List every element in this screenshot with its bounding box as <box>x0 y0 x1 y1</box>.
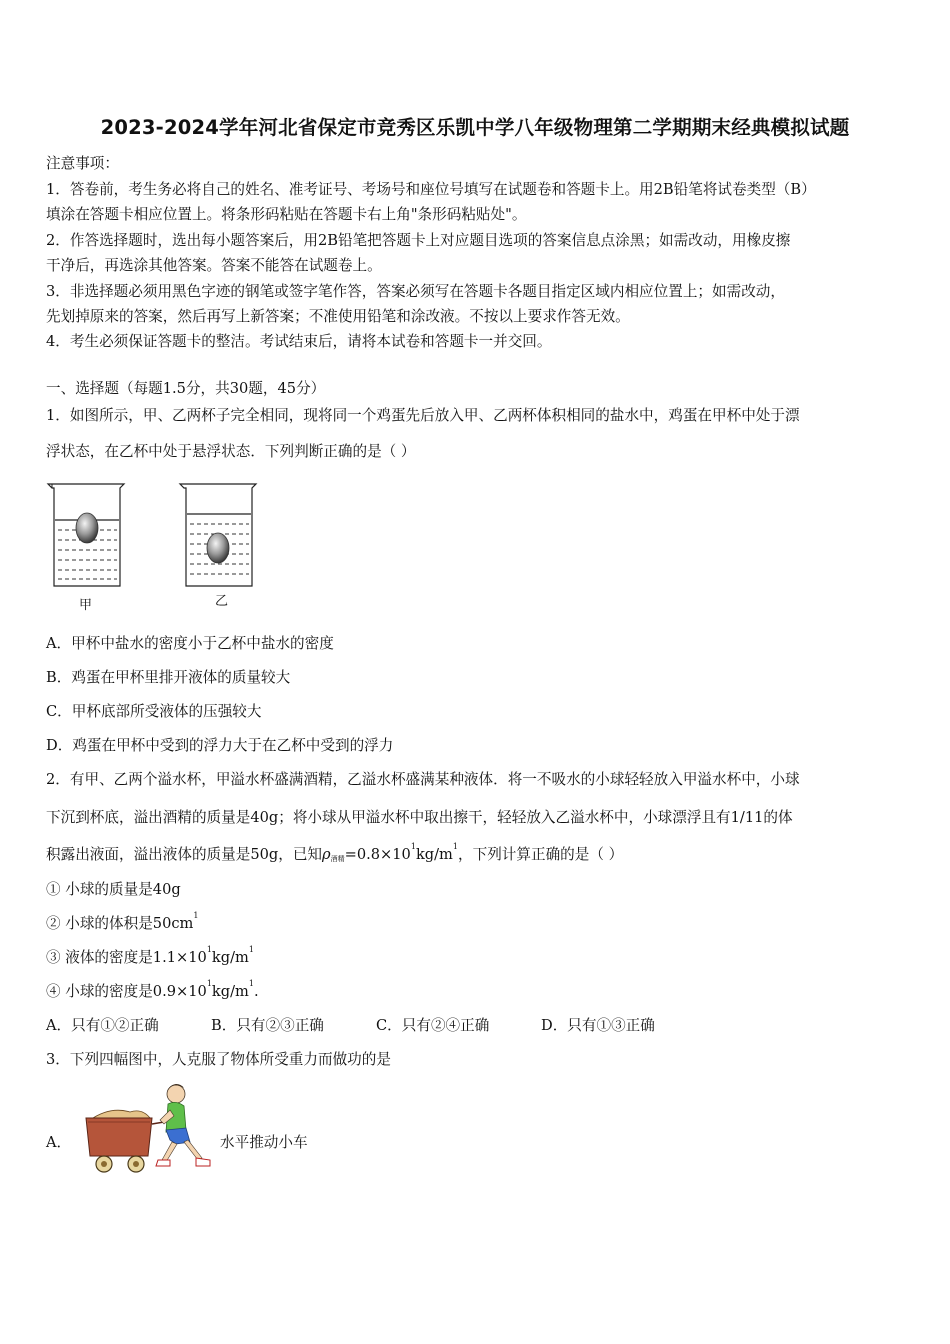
beakers-figure <box>40 478 270 610</box>
q3-stem: 3．下列四幅图中，人克服了物体所受重力而做功的是 <box>46 1051 391 1068</box>
egg-suspended <box>207 533 229 563</box>
notes-line: 3．非选择题必须用黑色字迹的钢笔或签字笔作答，答案必须写在答题卡各题目指定区域内相应位置上；如需改动， <box>46 283 785 300</box>
section-heading: 一、选择题（每题1.5分，共30题，45分） <box>46 380 326 397</box>
beaker-a <box>48 484 124 586</box>
boy-pushing-cart-image <box>80 1078 220 1176</box>
q2-item-text: ② 小球的体积是50cm <box>46 915 194 932</box>
q1-option: B．鸡蛋在甲杯里排开液体的质量较大 <box>46 669 291 686</box>
q2-options <box>46 1014 655 1035</box>
q2-option: B．只有②③正确 <box>211 1017 324 1034</box>
exponent: 1 <box>206 979 212 988</box>
rho-symbol: ρ <box>322 846 331 863</box>
q1-stem: 1．如图所示，甲、乙两杯子完全相同，现将同一个鸡蛋先后放入甲、乙两杯体积相同的盐水中，鸡蛋在甲杯中处于漂 <box>46 407 800 424</box>
exponent: 1 <box>248 945 254 954</box>
q2-option: C．只有②④正确 <box>376 1017 490 1034</box>
exponent: 1 <box>206 945 212 954</box>
q2-item <box>46 878 181 899</box>
q3-option-a-text: 水平推动小车 <box>220 1134 308 1151</box>
notes-heading: 注意事项： <box>46 155 119 172</box>
exponent: 1 <box>193 911 199 920</box>
q2-stem-part: =0.8×10 <box>344 846 411 863</box>
page-title: 2023-2024学年河北省保定市竞秀区乐凯中学八年级物理第二学期期末经典模拟试题 <box>100 116 850 139</box>
exponent: 1 <box>452 842 458 851</box>
q3-option-a-letter: A． <box>46 1134 72 1151</box>
period: . <box>253 983 259 1000</box>
unit: kg/m <box>211 949 249 966</box>
q2-item <box>46 946 254 967</box>
q2-stem: 下沉到杯底，溢出酒精的质量是40g；将小球从甲溢水杯中取出擦干，轻轻放入乙溢水杯中，小球漂浮且有1/11的体 <box>46 809 793 826</box>
q2-option: A．只有①②正确 <box>46 1017 159 1034</box>
notes-line: 4．考生必须保证答题卡的整洁。考试结束后，请将本试卷和答题卡一并交回。 <box>46 333 552 350</box>
egg-floating <box>76 513 98 543</box>
notes-line: 1．答卷前，考生务必将自己的姓名、准考证号、考场号和座位号填写在试题卷和答题卡上。用2B铅笔将试卷类型（B） <box>46 181 816 198</box>
q2-stem-part: 积露出液面，溢出液体的质量是50g，已知 <box>46 846 323 863</box>
beaker-b <box>180 484 256 586</box>
q1-stem: 浮状态，在乙杯中处于悬浮状态．下列判断正确的是（ ） <box>46 443 416 460</box>
q1-option: A．甲杯中盐水的密度小于乙杯中盐水的密度 <box>46 635 334 652</box>
rho-subscript: 酒精 <box>330 855 345 863</box>
q2-stem: 2．有甲、乙两个溢水杯，甲溢水杯盛满酒精，乙溢水杯盛满某种液体．将一不吸水的小球轻轻放入甲溢水杯中，小球 <box>46 771 800 788</box>
beaker-b-label: 乙 <box>215 594 229 609</box>
exponent: 1 <box>248 979 254 988</box>
q2-item <box>46 980 259 1001</box>
beaker-a-label: 甲 <box>79 598 93 613</box>
notes-line: 2．作答选择题时，选出每小题答案后，用2B铅笔把答题卡上对应题目选项的答案信息点涂黑；如需改动，用橡皮擦 <box>46 232 791 249</box>
q2-item-text: ④ 小球的密度是0.9×10 <box>46 983 207 1000</box>
q1-option: C．甲杯底部所受液体的压强较大 <box>46 703 262 720</box>
notes-line: 干净后，再选涂其他答案。答案不能答在试题卷上。 <box>46 257 382 274</box>
notes-line: 先划掉原来的答案，然后再写上新答案；不准使用铅笔和涂改液。不按以上要求作答无效。 <box>46 308 630 325</box>
q2-stem-part: kg/m <box>415 846 453 863</box>
q2-item-text: ① 小球的质量是40g <box>46 881 181 898</box>
notes-line: 填涂在答题卡相应位置上。将条形码粘贴在答题卡右上角"条形码粘贴处"。 <box>46 206 527 223</box>
unit: kg/m <box>211 983 249 1000</box>
q2-stem-part: ，下列计算正确的是（ ） <box>458 846 624 863</box>
q2-stem <box>46 843 623 864</box>
q2-item <box>46 912 198 933</box>
exponent: 1 <box>410 842 416 851</box>
q1-option: D．鸡蛋在甲杯中受到的浮力大于在乙杯中受到的浮力 <box>46 737 394 754</box>
q2-item-text: ③ 液体的密度是1.1×10 <box>46 949 207 966</box>
q2-option: D．只有①③正确 <box>541 1017 655 1034</box>
